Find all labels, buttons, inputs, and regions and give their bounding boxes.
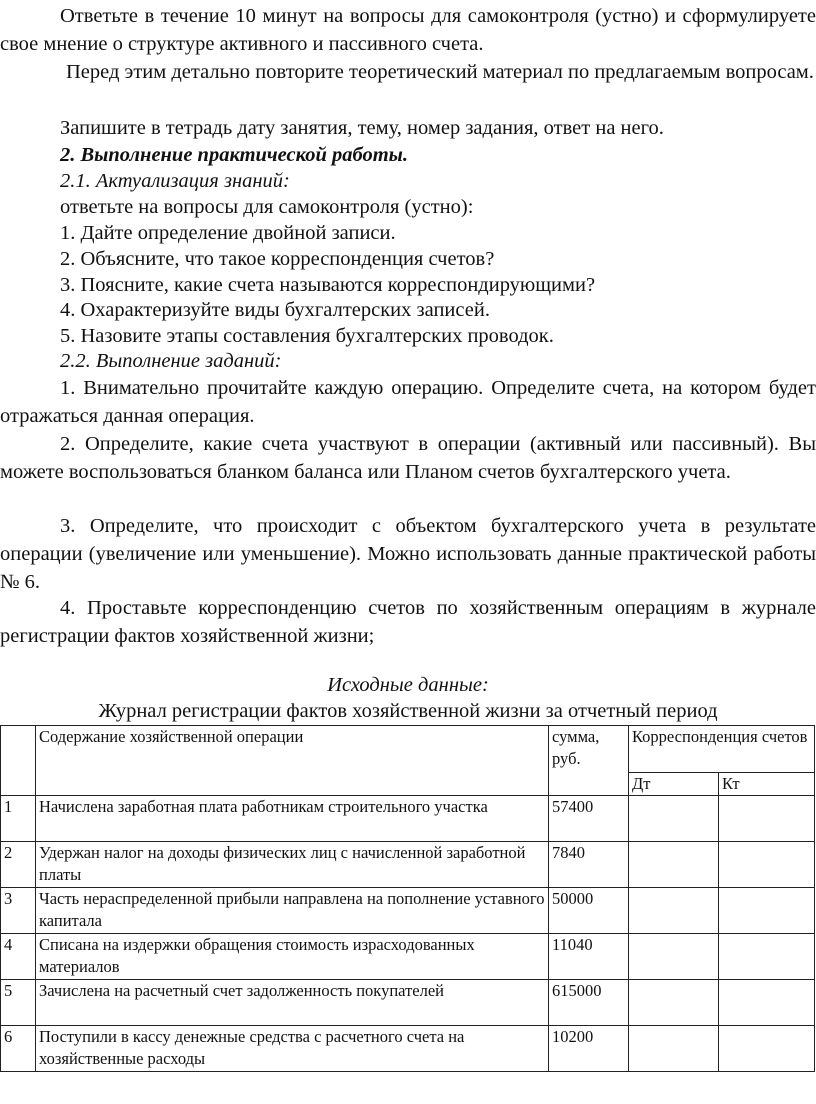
question-item: 2. Объясните, что такое корреспонденция счетов? [60,248,495,270]
row-debit[interactable] [629,980,719,1026]
header-correspondence-cell: Корреспонденция счетов [629,726,815,773]
row-operation: Часть нераспределенной прибыли направлена на пополнение уставного капитала [36,888,549,934]
intro-paragraph-3: Запишите в тетрадь дату занятия, тему, номер задания, ответ на него. [60,117,664,139]
row-debit[interactable] [629,888,719,934]
table-row [1,842,815,888]
questions-lead: ответьте на вопросы для самоконтроля (устно): [60,196,474,218]
row-credit[interactable] [719,796,815,842]
intro-paragraph-1: Ответьте в течение 10 минут на вопросы для самоконтроля (устно) и сформулируете свое мнение о структуре активного и пассивного счета. [0,5,816,55]
row-credit[interactable] [719,1026,815,1072]
row-sum: 10200 [549,1026,629,1072]
row-number: 4 [1,934,36,980]
row-sum: 11040 [549,934,629,980]
source-data-heading: Исходные данные: [327,674,489,696]
header-credit-cell: Кт [719,773,815,796]
task-item: 2. Определите, какие счета участвуют в операции (активный или пассивный). Вы можете воспользоваться бланком баланса или Планом счетов бухгалтерского учета. [0,433,816,483]
row-credit[interactable] [719,934,815,980]
row-credit[interactable] [719,842,815,888]
row-sum: 57400 [549,796,629,842]
subsection-heading-2-2: 2.2. Выполнение заданий: [60,350,282,372]
row-operation: Начислена заработная плата работникам строительного участка [36,796,549,842]
row-number: 1 [1,796,36,842]
table-row [1,888,815,934]
row-operation: Поступили в кассу денежные средства с расчетного счета на хозяйственные расходы [36,1026,549,1072]
table-row [1,796,815,842]
row-number: 5 [1,980,36,1026]
row-debit[interactable] [629,934,719,980]
row-number: 3 [1,888,36,934]
journal-table [0,725,815,1072]
header-sum-cell: сумма, руб. [549,726,629,796]
subsection-heading-2-1: 2.1. Актуализация знаний: [60,170,290,192]
header-content-cell: Содержание хозяйственной операции [36,726,549,796]
header-number-cell [1,726,36,796]
question-item: 1. Дайте определение двойной записи. [60,222,396,244]
row-debit[interactable] [629,1026,719,1072]
table-row [1,1026,815,1072]
table-row [1,980,815,1026]
row-operation: Списана на издержки обращения стоимость израсходованных материалов [36,934,549,980]
row-operation: Зачислена на расчетный счет задолженность покупателей [36,980,549,1026]
row-operation: Удержан налог на доходы физических лиц с начисленной заработной платы [36,842,549,888]
question-item: 3. Поясните, какие счета называются корреспондирующими? [60,274,596,296]
intro-paragraph-2: Перед этим детально повторите теоретический материал по предлагаемым вопросам. [66,61,814,83]
table-row [1,934,815,980]
row-number: 2 [1,842,36,888]
row-number: 6 [1,1026,36,1072]
task-item: 1. Внимательно прочитайте каждую операцию. Определите счета, на котором будет отражаться данная операция. [0,377,816,427]
question-item: 4. Охарактеризуйте виды бухгалтерских записей. [60,299,490,321]
table-header-row [1,726,815,773]
row-sum: 615000 [549,980,629,1026]
task-item: 3. Определите, что происходит с объектом бухгалтерского учета в результате операции (увеличение или уменьшение). Можно использовать данные практической работы № 6. [0,515,816,593]
section-heading: 2. Выполнение практической работы. [60,144,408,166]
journal-title: Журнал регистрации фактов хозяйственной жизни за отчетный период [98,700,718,722]
row-debit[interactable] [629,796,719,842]
row-credit[interactable] [719,888,815,934]
header-debit-cell: Дт [629,773,719,796]
row-debit[interactable] [629,842,719,888]
task-item: 4. Проставьте корреспонденцию счетов по хозяйственным операциям в журнале регистрации фактов хозяйственной жизни; [0,597,816,647]
row-credit[interactable] [719,980,815,1026]
question-item: 5. Назовите этапы составления бухгалтерских проводок. [60,325,554,347]
row-sum: 7840 [549,842,629,888]
row-sum: 50000 [549,888,629,934]
